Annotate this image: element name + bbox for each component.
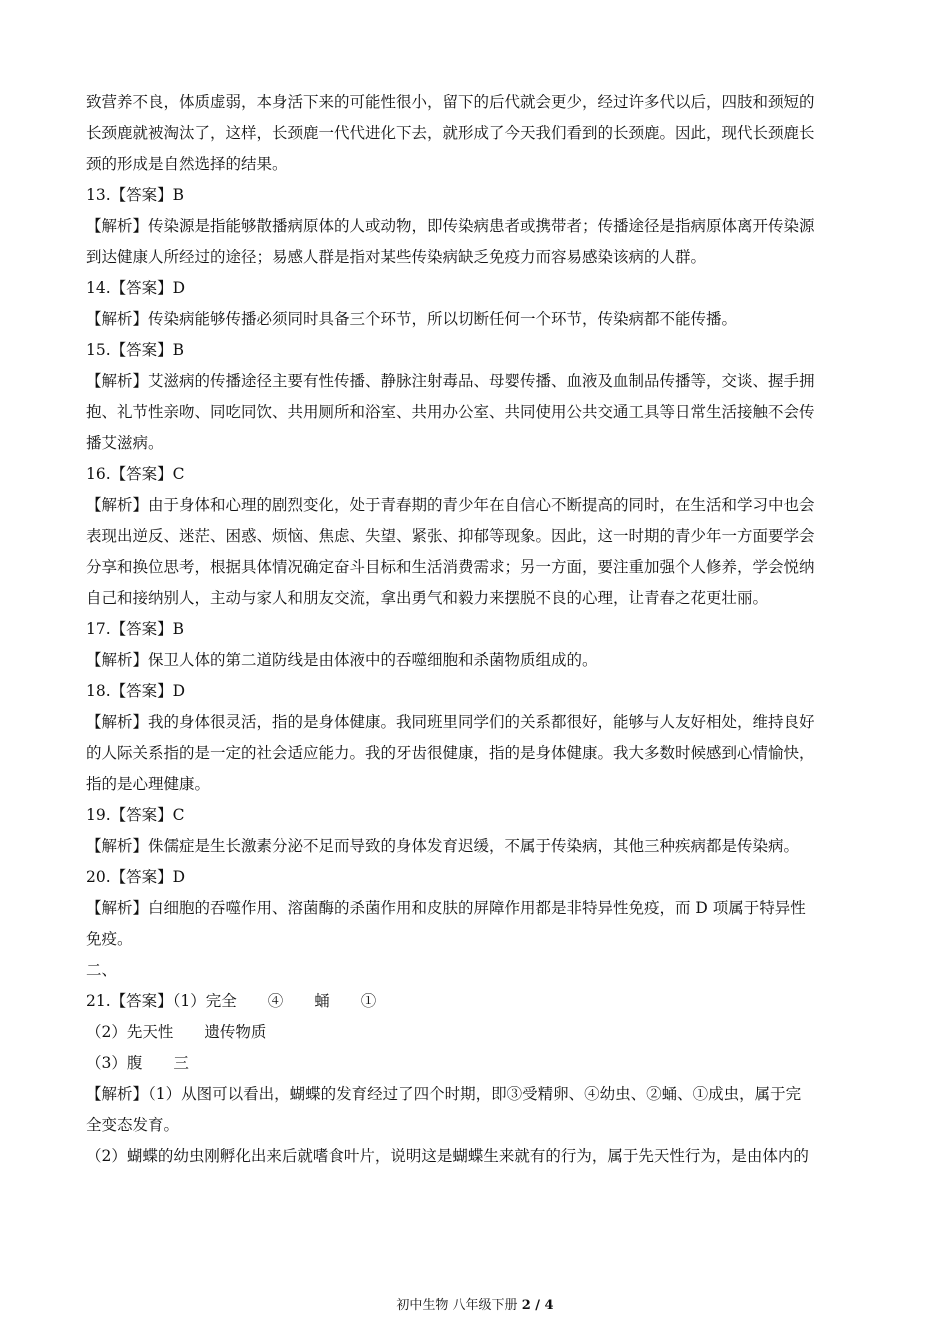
text-line: 【解析】传染源是指能够散播病原体的人或动物，即传染病患者或携带者；传播途径是指病原体离开传染源 <box>86 217 815 235</box>
text-line: 【解析】艾滋病的传播途径主要有性传播、静脉注射毒品、母婴传播、血液及血制品传播等，交谈、握手拥 <box>86 372 815 390</box>
text-line: 【解析】侏儒症是生长激素分泌不足而导致的身体发育迟缓，不属于传染病，其他三种疾病都是传染病。 <box>86 837 800 855</box>
text-line: 长颈鹿就被淘汰了，这样，长颈鹿一代代进化下去，就形成了今天我们看到的长颈鹿。因此，现代长颈鹿长 <box>86 124 815 142</box>
text-line: 【解析】保卫人体的第二道防线是由体液中的吞噬细胞和杀菌物质组成的。 <box>86 651 598 669</box>
text-line: 全变态发育。 <box>86 1116 180 1134</box>
text-line: 20.【答案】D <box>86 868 186 886</box>
text-line: 21.【答案】（1）完全 ④ 蛹 ① <box>86 992 377 1010</box>
text-line: 到达健康人所经过的途径；易感人群是指对某些传染病缺乏免疫力而容易感染该病的人群。 <box>86 248 707 266</box>
text-line: （2）蝴蝶的幼虫刚孵化出来后就嗜食叶片，说明这是蝴蝶生来就有的行为，属于先天性行为，是由体内的 <box>86 1147 809 1165</box>
text-line: 【解析】由于身体和心理的剧烈变化，处于青春期的青少年在自信心不断提高的同时，在生活和学习中也会 <box>86 496 815 514</box>
document-body <box>86 87 866 1172</box>
text-line: 颈的形成是自然选择的结果。 <box>86 155 288 173</box>
text-line: 二、 <box>86 961 118 979</box>
text-line: 抱、礼节性亲吻、同吃同饮、共用厕所和浴室、共用办公室、共同使用公共交通工具等日常生活接触不会传 <box>86 403 815 421</box>
text-line: 分享和换位思考，根据具体情况确定奋斗目标和生活消费需求；另一方面，要注重加强个人修养，学会悦纳 <box>86 558 815 576</box>
text-line: 19.【答案】C <box>86 806 185 824</box>
text-line: 免疫。 <box>86 930 133 948</box>
text-line: 自己和接纳别人，主动与家人和朋友交流，拿出勇气和毅力来摆脱不良的心理，让青春之花更壮丽。 <box>86 589 769 607</box>
text-line: 13.【答案】B <box>86 186 185 204</box>
text-line: 14.【答案】D <box>86 279 186 297</box>
text-line: 播艾滋病。 <box>86 434 164 452</box>
text-line: 16.【答案】C <box>86 465 185 483</box>
page-number: 2 / 4 <box>521 1298 554 1313</box>
text-line: 【解析】（1）从图可以看出，蝴蝶的发育经过了四个时期，即③受精卵、④幼虫、②蛹、①成虫，属于完 <box>86 1085 802 1103</box>
page-footer <box>0 1297 950 1315</box>
text-line: 【解析】白细胞的吞噬作用、溶菌酶的杀菌作用和皮肤的屏障作用都是非特异性免疫，而 D 项属于特异性 <box>86 899 806 917</box>
text-line: 表现出逆反、迷茫、困惑、烦恼、焦虑、失望、紧张、抑郁等现象。因此，这一时期的青少年一方面要学会 <box>86 527 815 545</box>
text-line: 致营养不良，体质虚弱，本身活下来的可能性很小，留下的后代就会更少，经过许多代以后，四肢和颈短的 <box>86 93 815 111</box>
text-line: 17.【答案】B <box>86 620 185 638</box>
text-line: 18.【答案】D <box>86 682 186 700</box>
footer-label: 初中生物 八年级下册 <box>396 1298 522 1313</box>
text-line: 指的是心理健康。 <box>86 775 211 793</box>
text-line: 【解析】传染病能够传播必须同时具备三个环节，所以切断任何一个环节，传染病都不能传播。 <box>86 310 738 328</box>
text-line: （2）先天性 遗传物质 <box>86 1023 267 1041</box>
text-line: 15.【答案】B <box>86 341 185 359</box>
text-line: 【解析】我的身体很灵活，指的是身体健康。我同班里同学们的关系都很好，能够与人友好相处，维持良好 <box>86 713 815 731</box>
text-line: （3）腹 三 <box>86 1054 189 1072</box>
text-line: 的人际关系指的是一定的社会适应能力。我的牙齿很健康，指的是身体健康。我大多数时候感到心情愉快， <box>86 744 815 762</box>
